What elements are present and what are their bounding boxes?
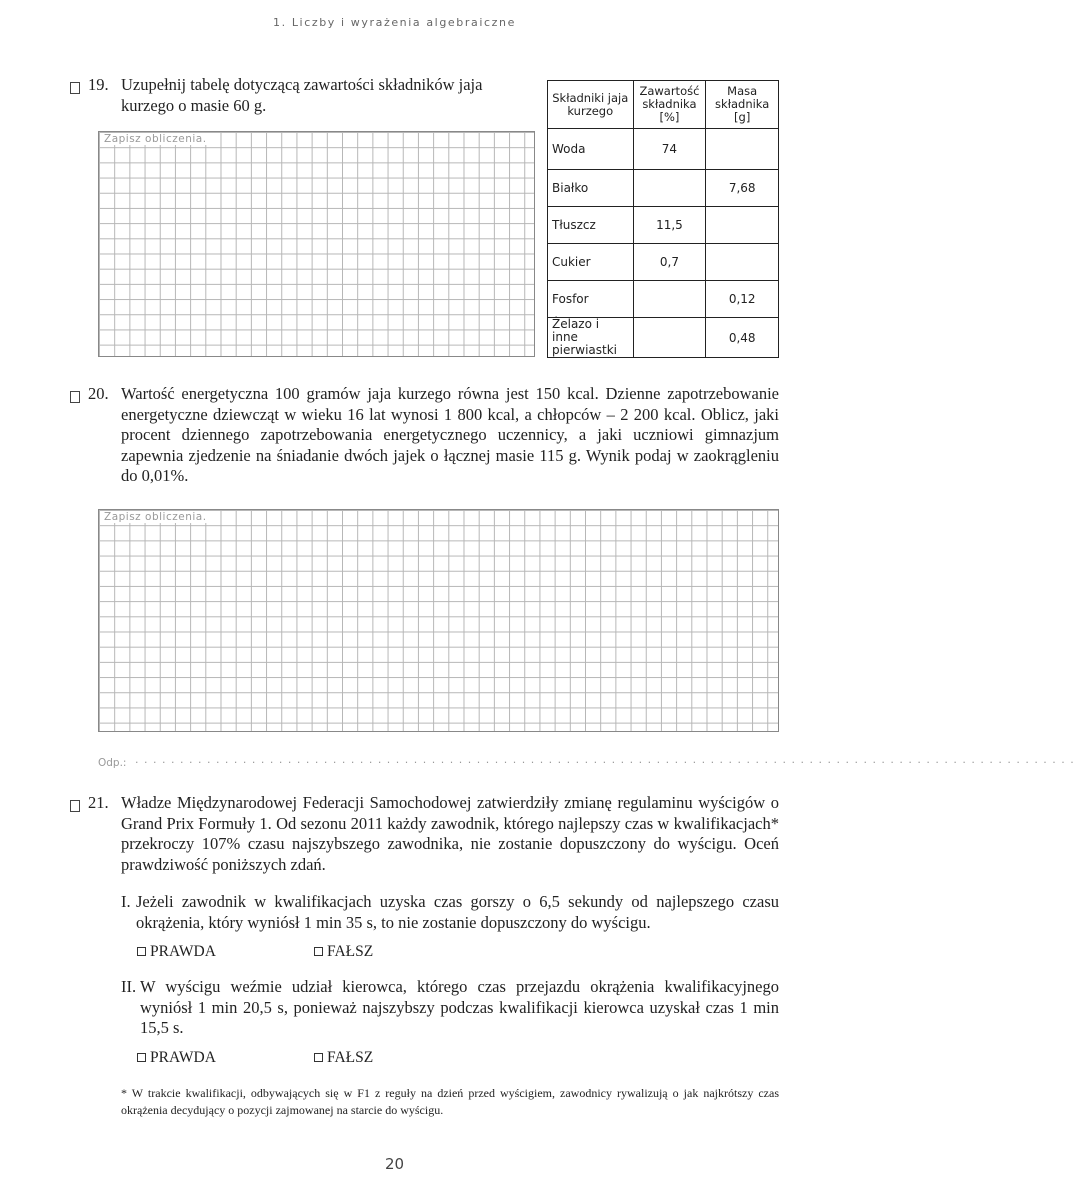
percent-cell[interactable]	[633, 170, 706, 207]
ingredient-name: Białko	[548, 170, 634, 207]
option-label: PRAWDA	[150, 1049, 216, 1066]
calculation-grid-20[interactable]	[98, 509, 779, 732]
egg-composition-table	[547, 80, 779, 358]
grid-label: Zapisz obliczenia.	[101, 511, 210, 523]
checkbox-icon	[137, 1053, 146, 1062]
mass-cell[interactable]	[706, 207, 779, 244]
page-number: 20	[384, 1155, 405, 1173]
option-label: FAŁSZ	[327, 1049, 374, 1066]
task-number-21: 21.	[88, 793, 109, 812]
statement-number: I.	[121, 892, 131, 911]
statement-2-false-option[interactable]	[314, 1049, 373, 1067]
statement-number: II.	[121, 977, 137, 996]
mass-cell[interactable]: 0,12	[706, 281, 779, 318]
task-checkbox-19[interactable]	[70, 82, 80, 94]
running-header: 1. Liczby i wyrażenia algebraiczne	[273, 16, 516, 29]
ingredient-name: Woda	[548, 129, 634, 170]
mass-cell[interactable]: 0,48	[706, 318, 779, 358]
footnote: * W trakcie kwalifikacji, odbywających się w F1 z reguły na dzień przed wyścigiem, zawodnicy rywalizują o jak najkrótszy czas okrążenia decydujący o pozycji zajmowanej na starcie do wyścigu.	[121, 1086, 779, 1117]
header-ingredients: Składniki jaja kurzego	[548, 81, 634, 129]
checkbox-icon	[314, 1053, 323, 1062]
statement-1-false-option[interactable]	[314, 943, 373, 961]
statement-2-true-option[interactable]	[137, 1049, 216, 1067]
table-row	[548, 129, 779, 170]
calculation-grid-19[interactable]	[98, 131, 535, 357]
ingredient-name: Cukier	[548, 244, 634, 281]
ingredient-name: Tłuszcz	[548, 207, 634, 244]
task-checkbox-21[interactable]	[70, 800, 80, 812]
task-text-19: Uzupełnij tabelę dotyczącą zawartości składników jaja kurzego o masie 60 g.	[121, 75, 483, 115]
checkbox-icon	[137, 947, 146, 956]
percent-cell[interactable]	[633, 281, 706, 318]
option-label: FAŁSZ	[327, 943, 374, 960]
table-row	[548, 207, 779, 244]
grid-label: Zapisz obliczenia.	[101, 133, 210, 145]
percent-cell[interactable]: 0,7	[633, 244, 706, 281]
task-checkbox-20[interactable]	[70, 391, 80, 403]
table-header-row	[548, 81, 779, 129]
statement-text: Jeżeli zawodnik w kwalifikacjach uzyska czas gorszy o 6,5 sekundy od najlepszego czasu okrążenia, który wyniósł 1 min 35 s, to nie zostanie dopuszczony do wyścigu.	[136, 892, 779, 932]
task-text-20: Wartość energetyczna 100 gramów jaja kurzego równa jest 150 kcal. Dzienne zapotrzebowanie energetyczne dziewcząt w wieku 16 lat wynosi 1 800 kcal, a chłopców – 2 200 kcal. Oblicz, jaki procent dziennego zapotrzebowania energetycznego uczennicy, a jaki uczniowi gimnazjum zapewnia zjedzenie na śniadanie dwóch jajek o łącznej masie 115 g. Wynik podaj w zaokrągleniu do 0,01%.	[121, 384, 779, 485]
answer-label: Odp.:	[98, 757, 127, 769]
statement-text: W wyścigu weźmie udział kierowca, którego czas przejazdu okrążenia kwalifikacyjnego wyniósł 1 min 20,5 s, ponieważ najszybszy podczas kwalifikacji kierowca uzyskał czas 1 min 15,5 s.	[140, 977, 779, 1037]
percent-cell[interactable]: 11,5	[633, 207, 706, 244]
option-label: PRAWDA	[150, 943, 216, 960]
task-number-20: 20.	[88, 384, 109, 403]
table-row	[548, 170, 779, 207]
ingredient-name: Żelazo i inne pierwiastki	[548, 318, 634, 358]
percent-cell[interactable]: 74	[633, 129, 706, 170]
percent-cell[interactable]	[633, 318, 706, 358]
ingredient-name: Fosfor	[548, 281, 634, 318]
header-percent: Zawartość składnika [%]	[633, 81, 706, 129]
answer-line[interactable]: · · · · · · · · · · · · · · · · · · · · · · · · · · · · · · · · · · · · · · · · · · · · · · · · · · · · · · · · · · · · · · · · · · · · · · · · · · · · · · · · · · · · · · · · · · · · · · · · · · · · · · · · ·	[135, 756, 1075, 769]
table-row	[548, 318, 779, 358]
table-row	[548, 281, 779, 318]
table-row	[548, 244, 779, 281]
statement-1-true-option[interactable]	[137, 943, 216, 961]
checkbox-icon	[314, 947, 323, 956]
mass-cell[interactable]	[706, 129, 779, 170]
mass-cell[interactable]: 7,68	[706, 170, 779, 207]
task-number-19: 19.	[88, 75, 109, 94]
task-text-21: Władze Międzynarodowej Federacji Samochodowej zatwierdziły zmianę regulaminu wyścigów o Grand Prix Formuły 1. Od sezonu 2011 każdy zawodnik, którego najlepszy czas w kwalifikacjach* przekroczy 107% czasu najszybszego zawodnika, nie zostanie dopuszczony do wyścigu. Oceń prawdziwość poniższych zdań.	[121, 793, 779, 874]
header-mass: Masa składnika [g]	[706, 81, 779, 129]
mass-cell[interactable]	[706, 244, 779, 281]
